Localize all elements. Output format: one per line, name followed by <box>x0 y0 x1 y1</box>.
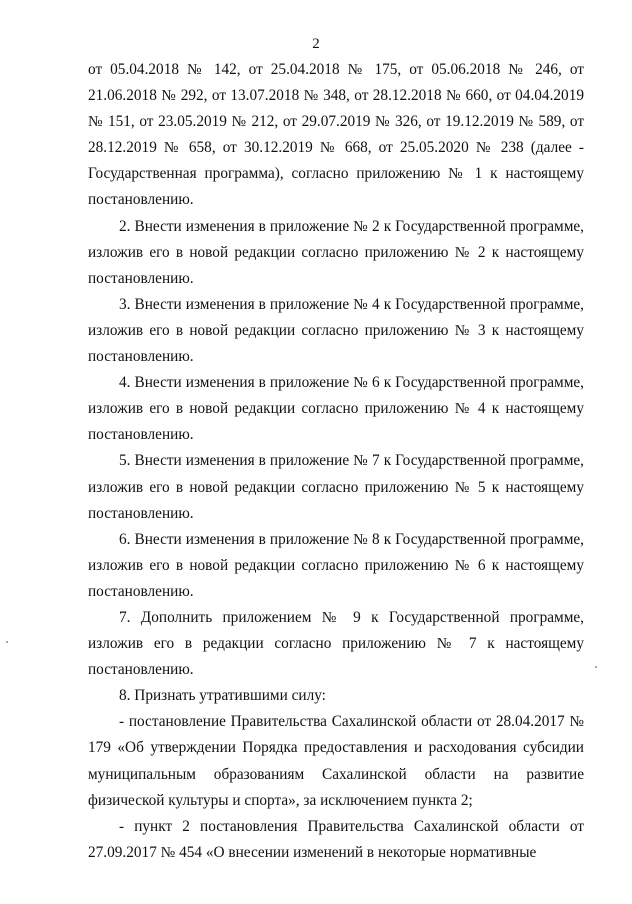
paragraph-item-8: 8. Признать утратившими силу: <box>119 687 326 705</box>
document-body <box>88 57 584 866</box>
paragraph-continuation: от 05.04.2018 № 142, от 25.04.2018 № 175, от 05.06.2018 № 246, от 21.06.2018 № 292, от 13.07.2018 № 348, от 28.12.2018 № 660, от 04.04.2019 № 151, от 23.05.2019 № 212, от 29.07.2019 № 326, от 19.12.2019 № 589, от 28.12.2019 № 658, от 30.12.2019 № 668, от 25.05.2020 № 238 (далее - Государственная программа), согласно приложению № 1 к настоящему постановлению. <box>88 61 584 209</box>
paragraph-item-5: 5. Внести изменения в приложение № 7 к Государственной программе, изложив его в новой редакции согласно приложению № 5 к настоящему постановлению. <box>88 452 584 522</box>
paragraph-item-2: 2. Внести изменения в приложение № 2 к Государственной программе, изложив его в новой редакции согласно приложению № 2 к настоящему постановлению. <box>88 217 584 287</box>
paragraph-item-4: 4. Внести изменения в приложение № 6 к Государственной программе, изложив его в новой редакции согласно приложению № 4 к настоящему постановлению. <box>88 374 584 444</box>
paragraph-item-8-bullet-1: - постановление Правительства Сахалинской области от 28.04.2017 № 179 «Об утверждении Порядка предоставления и расходования субсидии муниципальным образованиям Сахалинской области на развитие физической культуры и спорта», за исключением пункта 2; <box>88 713 584 809</box>
scan-speck <box>6 641 8 643</box>
paragraph-item-8-bullet-2: - пункт 2 постановления Правительства Сахалинской области от 27.09.2017 № 454 «О внесении изменений в некоторые нормативные <box>88 817 584 861</box>
page-number: 2 <box>312 36 320 52</box>
paragraph-item-6: 6. Внести изменения в приложение № 8 к Государственной программе, изложив его в новой редакции согласно приложению № 6 к настоящему постановлению. <box>88 530 584 600</box>
paragraph-item-7: 7. Дополнить приложением № 9 к Государственной программе, изложив его в редакции согласно приложению № 7 к настоящему постановлению. <box>88 608 584 679</box>
scan-speck <box>595 666 597 668</box>
paragraph-item-3: 3. Внести изменения в приложение № 4 к Государственной программе, изложив его в новой редакции согласно приложению № 3 к настоящему постановлению. <box>88 295 584 366</box>
